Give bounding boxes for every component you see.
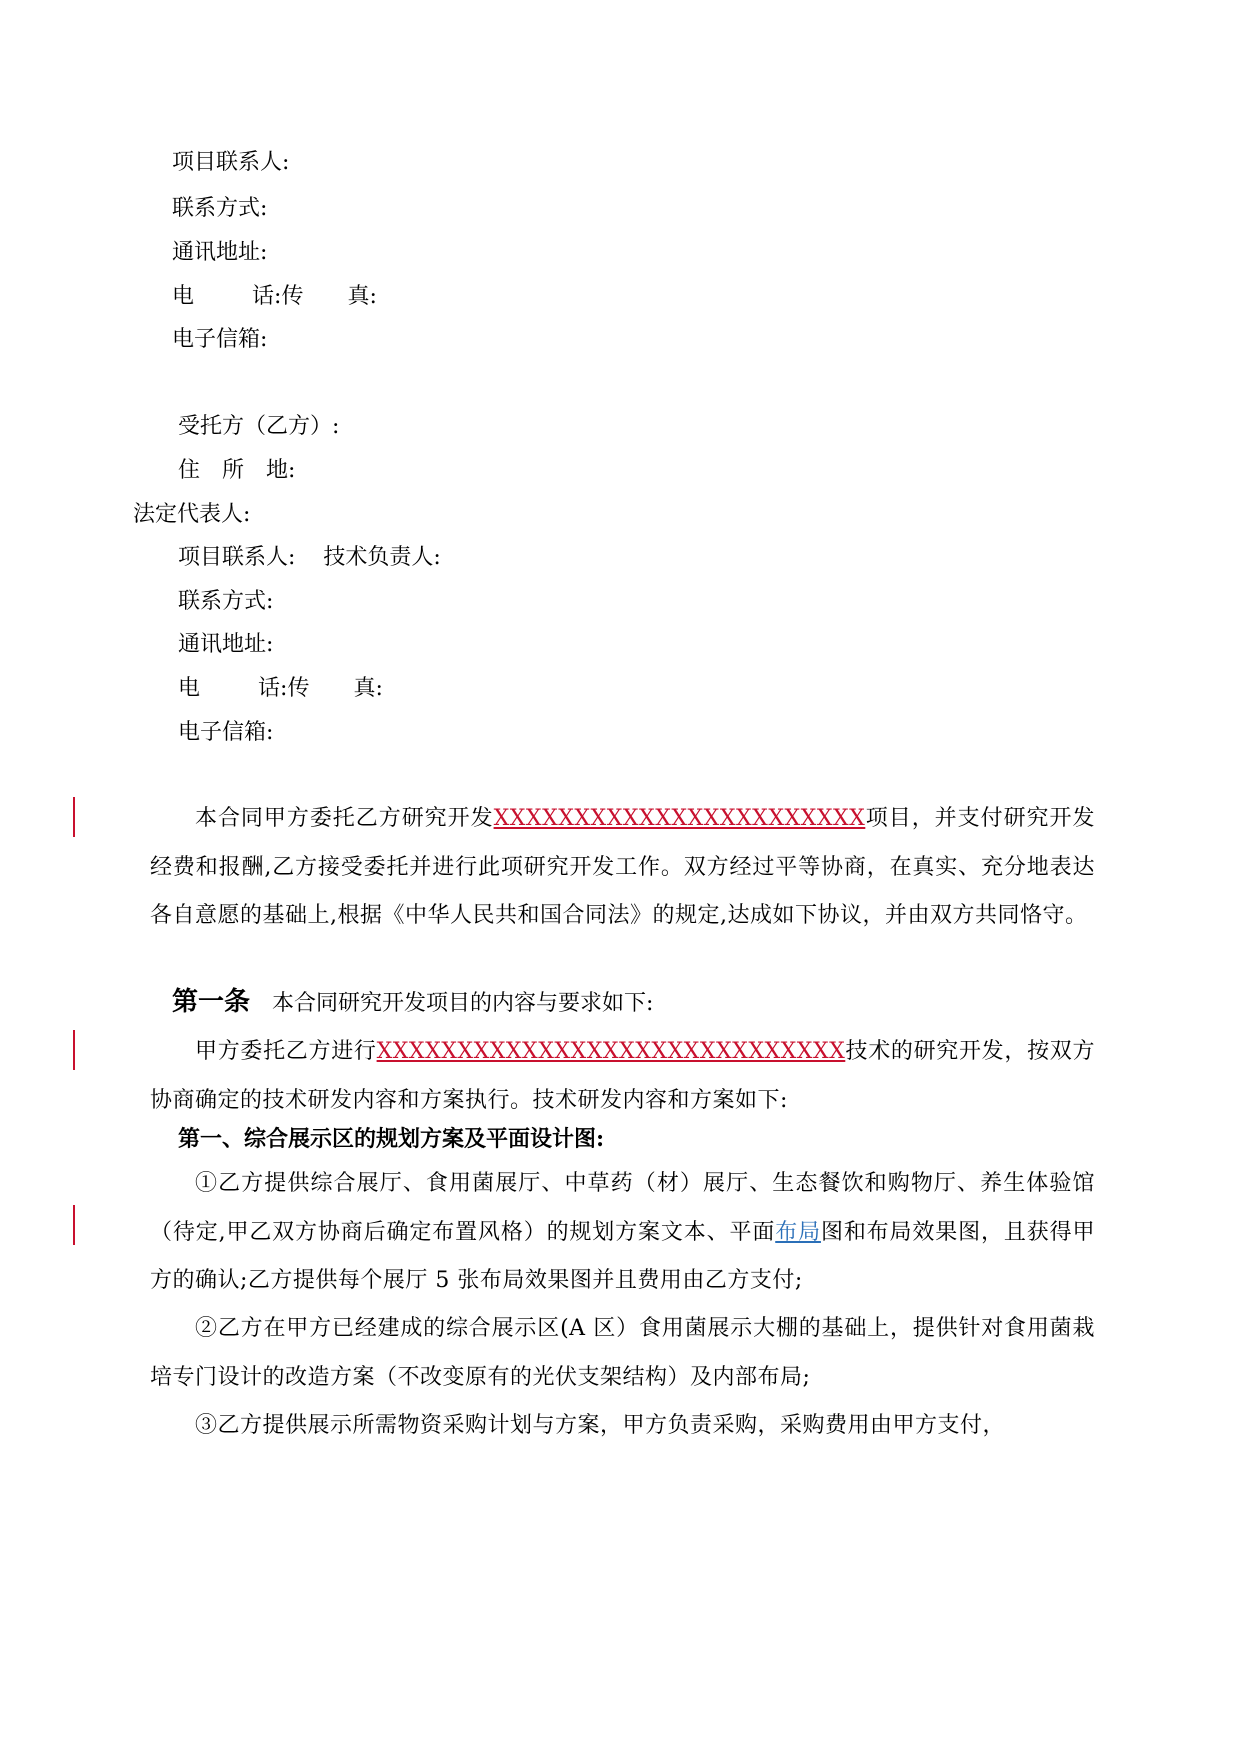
- residence-char-2: 所: [222, 458, 245, 483]
- item-3-text: ③乙方提供展示所需物资采购计划与方案，甲方负责采购，采购费用由甲方支付，: [195, 1413, 1006, 1438]
- phone-label: 电: [172, 284, 195, 309]
- party-b-legal-rep: 法定代表人:: [133, 502, 251, 527]
- item-3-paragraph: [150, 1402, 1095, 1451]
- article-number: 第一条: [172, 987, 251, 1017]
- intro-text-1: 甲方委托乙方进行: [195, 1039, 377, 1064]
- item-2-text: ②乙方在甲方已经建成的综合展示区(A 区）食用菌展示大棚的基础上，提供针对食用菌栽培专门设计的改造方案（不改变原有的光伏支架结构）及内部布局;: [150, 1316, 1095, 1390]
- party-b-contacts: [178, 543, 441, 573]
- party-a-project-contact: 项目联系人:: [172, 150, 290, 175]
- item-1-paragraph: [150, 1160, 1095, 1306]
- party-b-title: 受托方（乙方）:: [178, 414, 340, 439]
- party-b-tech-lead: 技术负责人:: [323, 545, 441, 570]
- project-name-placeholder: XXXXXXXXXXXXXXXXXXXXXXX: [493, 806, 866, 831]
- preamble-paragraph: [150, 795, 1095, 941]
- fax-label: 传: [281, 284, 304, 309]
- party-b-phone-fax: [178, 674, 383, 704]
- article-heading: 本合同研究开发项目的内容与要求如下:: [272, 991, 654, 1016]
- party-b-project-contact: 项目联系人:: [178, 545, 296, 570]
- item-1-text-1: ①乙方提供综合展厅、食用菌展厅、中草药（材）展厅、生态餐饮和购物厅、养生体验馆（待定,甲乙双方协商后确定布置风格）的规划方案文本、平面: [150, 1171, 1095, 1245]
- fax-label-suffix: 真:: [353, 676, 383, 701]
- article-1-heading-line: [172, 984, 653, 1022]
- revision-change-bar: [73, 1030, 75, 1070]
- preamble-text-2: 项目，并支付研究开发经费和报酬,乙方接受委托并进行此项研究开发工作。双方经过平等协商，在真实、充分地表达各自意愿的基础上,根据《中华人民共和国合同法》的规定,达成如下协议，并由双方共同恪守。: [150, 806, 1095, 928]
- phone-label: 电: [178, 676, 201, 701]
- party-b-email: 电子信箱:: [178, 720, 274, 745]
- item-2-paragraph: [150, 1305, 1095, 1402]
- party-a-address: 通讯地址:: [172, 240, 268, 265]
- intro-text-2: 技术的研究开发，按双方协商确定的技术研发内容和方案执行。技术研发内容和方案如下:: [150, 1039, 1095, 1113]
- residence-char-1: 住: [178, 458, 201, 483]
- preamble-text-1: 本合同甲方委托乙方研究开发: [195, 806, 494, 831]
- party-b-contact-method: 联系方式:: [178, 589, 274, 614]
- revision-change-bar: [73, 1205, 75, 1245]
- article-1-intro: [150, 1028, 1095, 1125]
- fax-label-suffix: 真:: [347, 284, 377, 309]
- layout-link[interactable]: 布局: [775, 1219, 821, 1245]
- party-b-address: 通讯地址:: [178, 632, 274, 657]
- party-a-phone-fax: [172, 282, 377, 312]
- party-a-contact-method: 联系方式:: [172, 196, 268, 221]
- residence-char-3: 地:: [266, 458, 296, 483]
- tech-name-placeholder: XXXXXXXXXXXXXXXXXXXXXXXXXXXXX: [376, 1039, 846, 1064]
- revision-change-bar: [73, 797, 75, 837]
- item-1-text-2: 图和布局效果图，且获得甲方的确认;乙方提供每个展厅 5 张布局效果图并且费用由乙方支付;: [150, 1219, 1095, 1293]
- fax-label: 传: [287, 676, 310, 701]
- party-b-residence: [178, 456, 295, 486]
- phone-label-suffix: 话:: [258, 676, 288, 701]
- phone-label-suffix: 话:: [252, 284, 282, 309]
- section-1-title: 第一、综合展示区的规划方案及平面设计图:: [178, 1126, 605, 1152]
- party-a-email: 电子信箱:: [172, 327, 268, 352]
